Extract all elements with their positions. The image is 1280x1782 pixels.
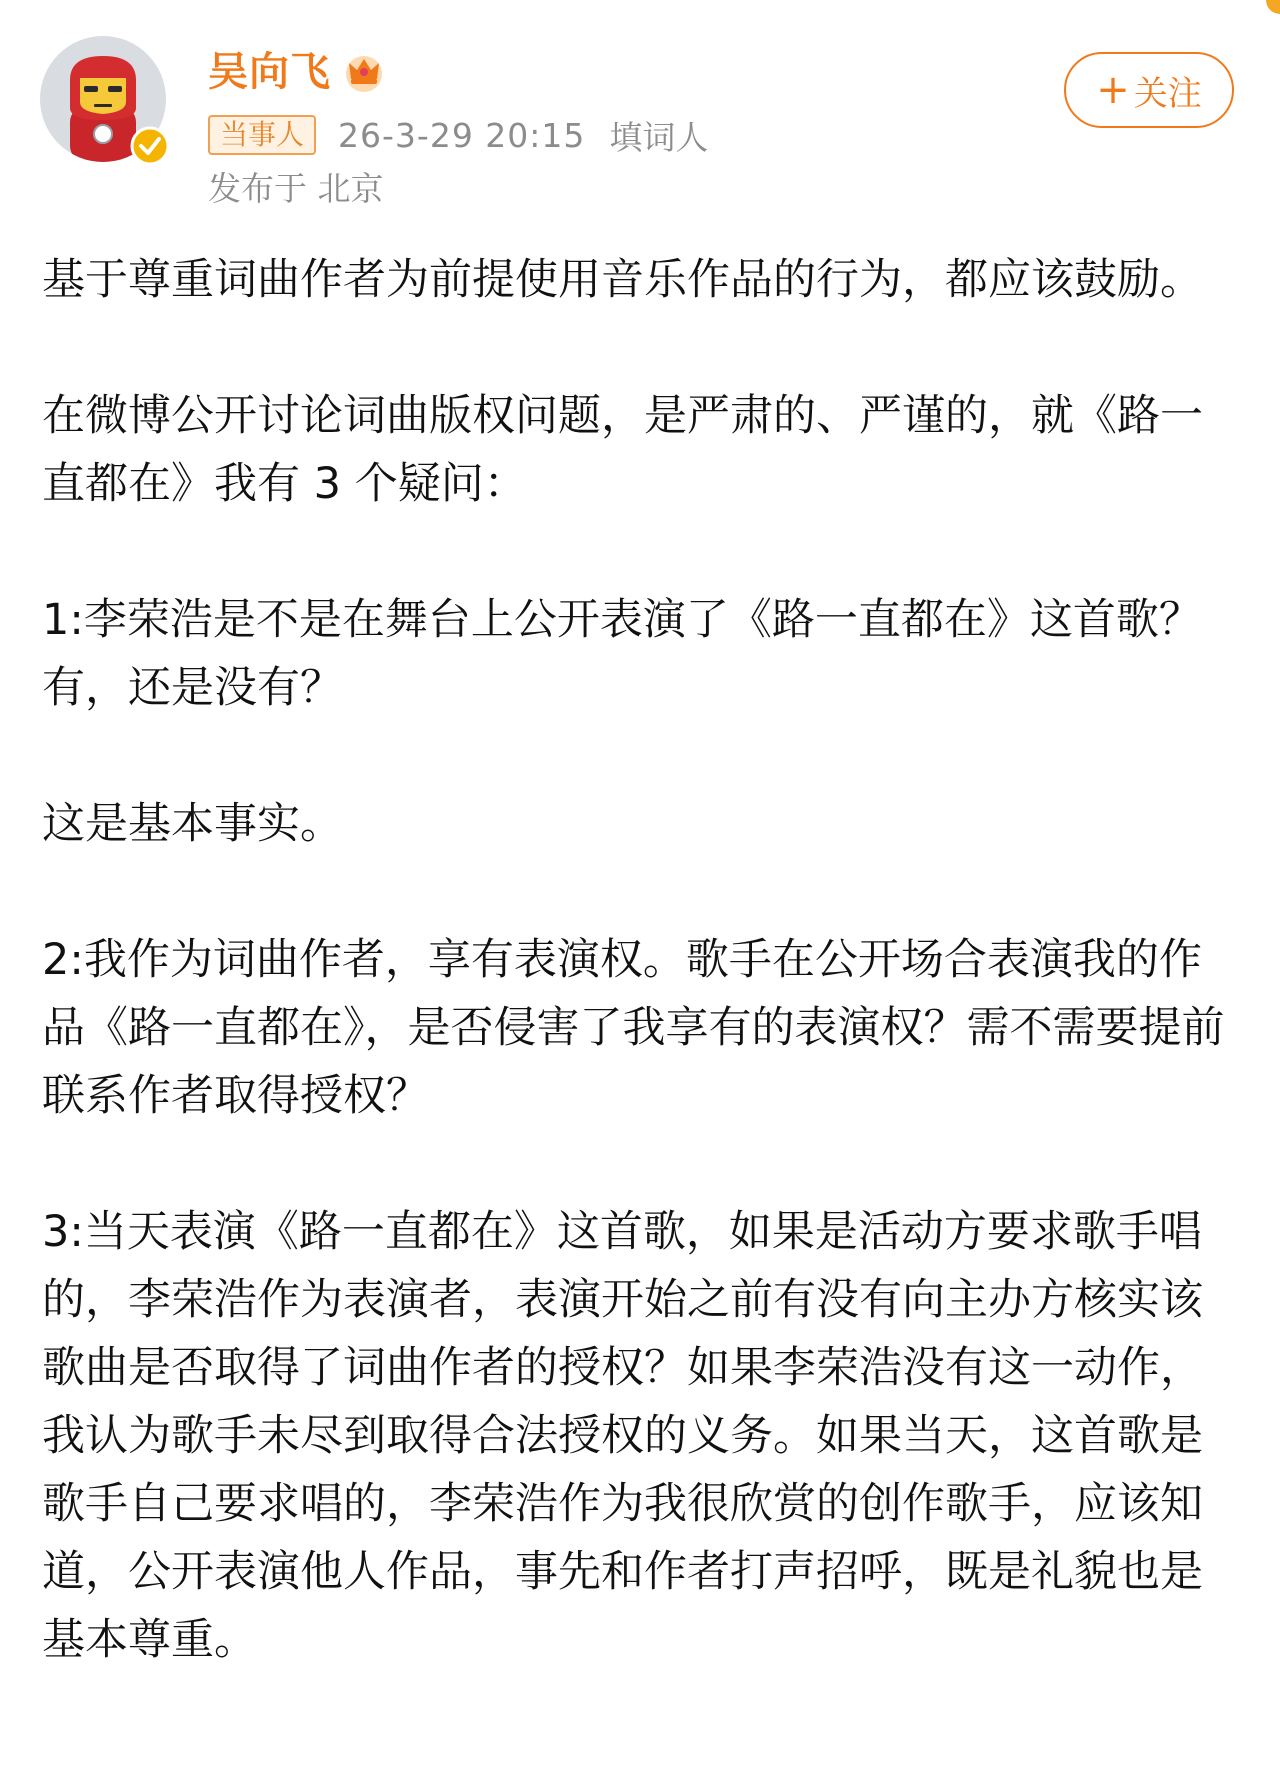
- avatar[interactable]: [40, 36, 166, 162]
- post-paragraph: 在微博公开讨论词曲版权问题，是严肃的、严谨的，就《路一直都在》我有 3 个疑问：: [42, 391, 1203, 509]
- author-line: [208, 44, 387, 100]
- crown-icon: [341, 49, 387, 95]
- post-paragraph: 这是基本事实。: [42, 799, 343, 849]
- post-paragraph: 3:当天表演《路一直都在》这首歌，如果是活动方要求歌手唱的，李荣浩作为表演者，表演开始之前有没有向主办方核实该歌曲是否取得了词曲作者的授权？如果李荣浩没有这一动作，我认为歌手未尽到取得合法授权的义务。如果当天，这首歌是歌手自己要求唱的，李荣浩作为我很欣赏的创作歌手，应该知道，公开表演他人作品，事先和作者打声招呼，既是礼貌也是基本尊重。: [42, 1207, 1203, 1665]
- post-meta: [208, 112, 708, 158]
- role-badge: 当事人: [208, 115, 316, 155]
- post-paragraph: 1:李荣浩是不是在舞台上公开表演了《路一直都在》这首歌？有，还是没有？: [42, 595, 1202, 713]
- post-header: [0, 0, 1280, 220]
- verified-check-icon: [130, 126, 170, 166]
- post-paragraph: 2:我作为词曲作者，享有表演权。歌手在公开场合表演我的作品《路一直都在》，是否侵害了我享有的表演权？需不需要提前联系作者取得授权？: [42, 935, 1225, 1121]
- follow-button[interactable]: [1064, 52, 1234, 128]
- post-location: 发布于 北京: [208, 169, 384, 208]
- post-content: [42, 246, 1238, 1674]
- post-paragraph: 基于尊重词曲作者为前提使用音乐作品的行为，都应该鼓励。: [42, 255, 1203, 305]
- author-name[interactable]: 吴向飞: [208, 49, 331, 95]
- plus-icon: +: [1096, 67, 1130, 113]
- post-time: 26-3-29 20:15: [338, 115, 586, 155]
- follow-label: 关注: [1133, 73, 1202, 114]
- post-source: 填词人: [609, 117, 709, 157]
